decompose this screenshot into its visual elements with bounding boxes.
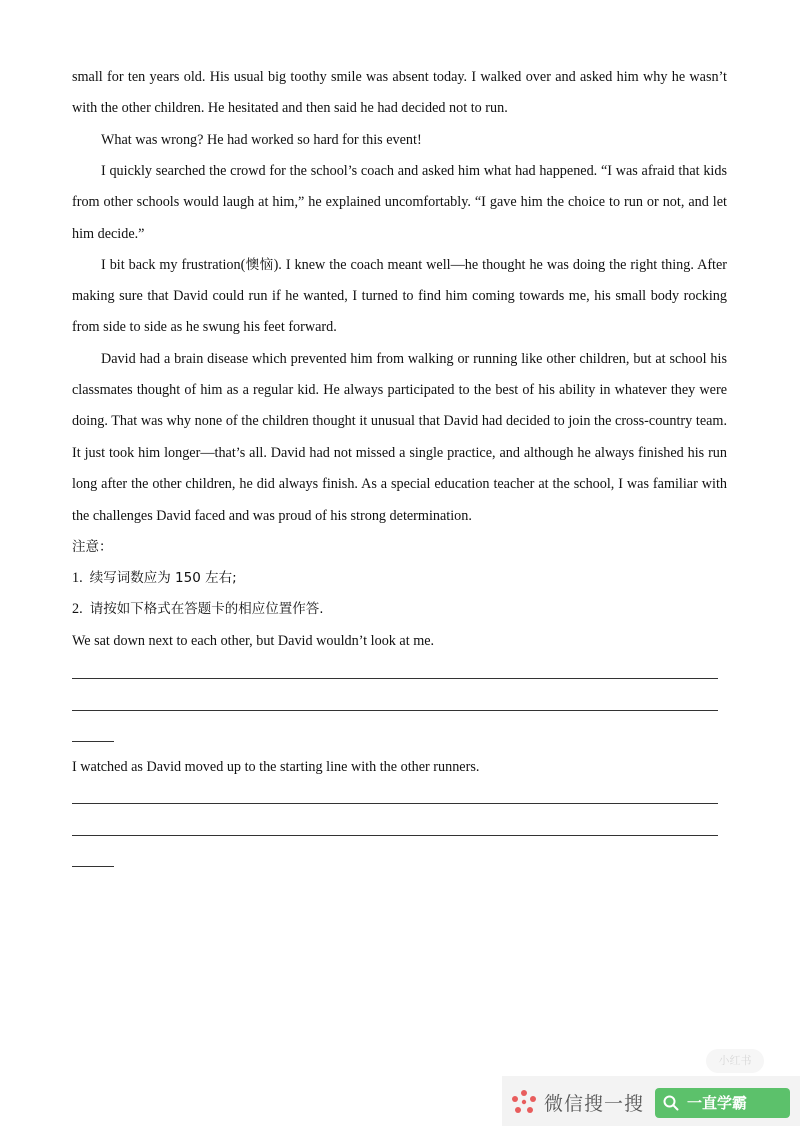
answer-line [72, 678, 718, 679]
note-text: 续写词数应为 150 左右; [89, 570, 237, 586]
passage-line: the challenges David faced and was proud of his strong determination. [72, 508, 472, 524]
note-number: 1. [72, 570, 83, 586]
passage-line: making sure that David could run if he wanted, I turned to find him coming towards me, his small body rocking [72, 288, 727, 304]
passage-line: doing. That was why none of the children thought it unusual that David had decided to join the cross-country team. [72, 413, 727, 429]
answer-line-end [72, 741, 114, 742]
note-text: 请按如下格式在答题卡的相应位置作答. [89, 601, 324, 617]
passage-line: What was wrong? He had worked so hard for this event! [101, 132, 422, 148]
passage-line: small for ten years old. His usual big toothy smile was absent today. I walked over and asked him why he wasn’t [72, 69, 727, 85]
wechat-search-logo-icon [510, 1088, 538, 1116]
passage-line: from side to side as he swung his feet forward. [72, 319, 337, 335]
passage-line: It just took him longer—that’s all. David had not missed a single practice, and although he always finished his run [72, 445, 727, 461]
watermark-stamp: 小红书 [706, 1049, 764, 1073]
prompt-paragraph-1: We sat down next to each other, but David wouldn’t look at me. [72, 633, 435, 649]
notes-heading: 注意： [72, 539, 113, 555]
passage-text: I bit back my frustration( [101, 257, 246, 273]
answer-line [72, 835, 718, 836]
chinese-gloss: 懊恼 [245, 257, 274, 273]
passage-line: I quickly searched the crowd for the school’s coach and asked him what had happened. “I was afraid that kids [101, 163, 727, 179]
note-item-1 [72, 568, 727, 588]
search-button[interactable] [655, 1088, 790, 1118]
passage-line: classmates thought of him as a regular kid. He always participated to the best of his ability in whatever they were [72, 382, 727, 398]
passage-line: with the other children. He hesitated and then said he had decided not to run. [72, 100, 508, 116]
note-item-2 [72, 599, 727, 619]
wechat-search-text: 微信搜一搜 [544, 1093, 645, 1115]
passage-line: him decide.” [72, 226, 145, 242]
passage-line [101, 255, 727, 275]
passage-line: long after the other children, he did always finish. As a special education teacher at the school, I was familiar with [72, 476, 727, 492]
search-button-label: 一直学霸 [687, 1094, 748, 1112]
search-icon [663, 1095, 679, 1111]
note-number: 2. [72, 601, 83, 617]
passage-text: ). I knew the coach meant well—he thought he was doing the right thing. After [273, 257, 728, 273]
answer-line-end [72, 866, 114, 867]
answer-line [72, 710, 718, 711]
prompt-paragraph-2: I watched as David moved up to the starting line with the other runners. [72, 759, 480, 775]
passage-line: David had a brain disease which prevented him from walking or running like other children, but at school his [101, 351, 727, 367]
answer-line [72, 803, 718, 804]
passage-line: from other schools would laugh at him,” he explained uncomfortably. “I gave him the choice to run or not, and let [72, 194, 727, 210]
